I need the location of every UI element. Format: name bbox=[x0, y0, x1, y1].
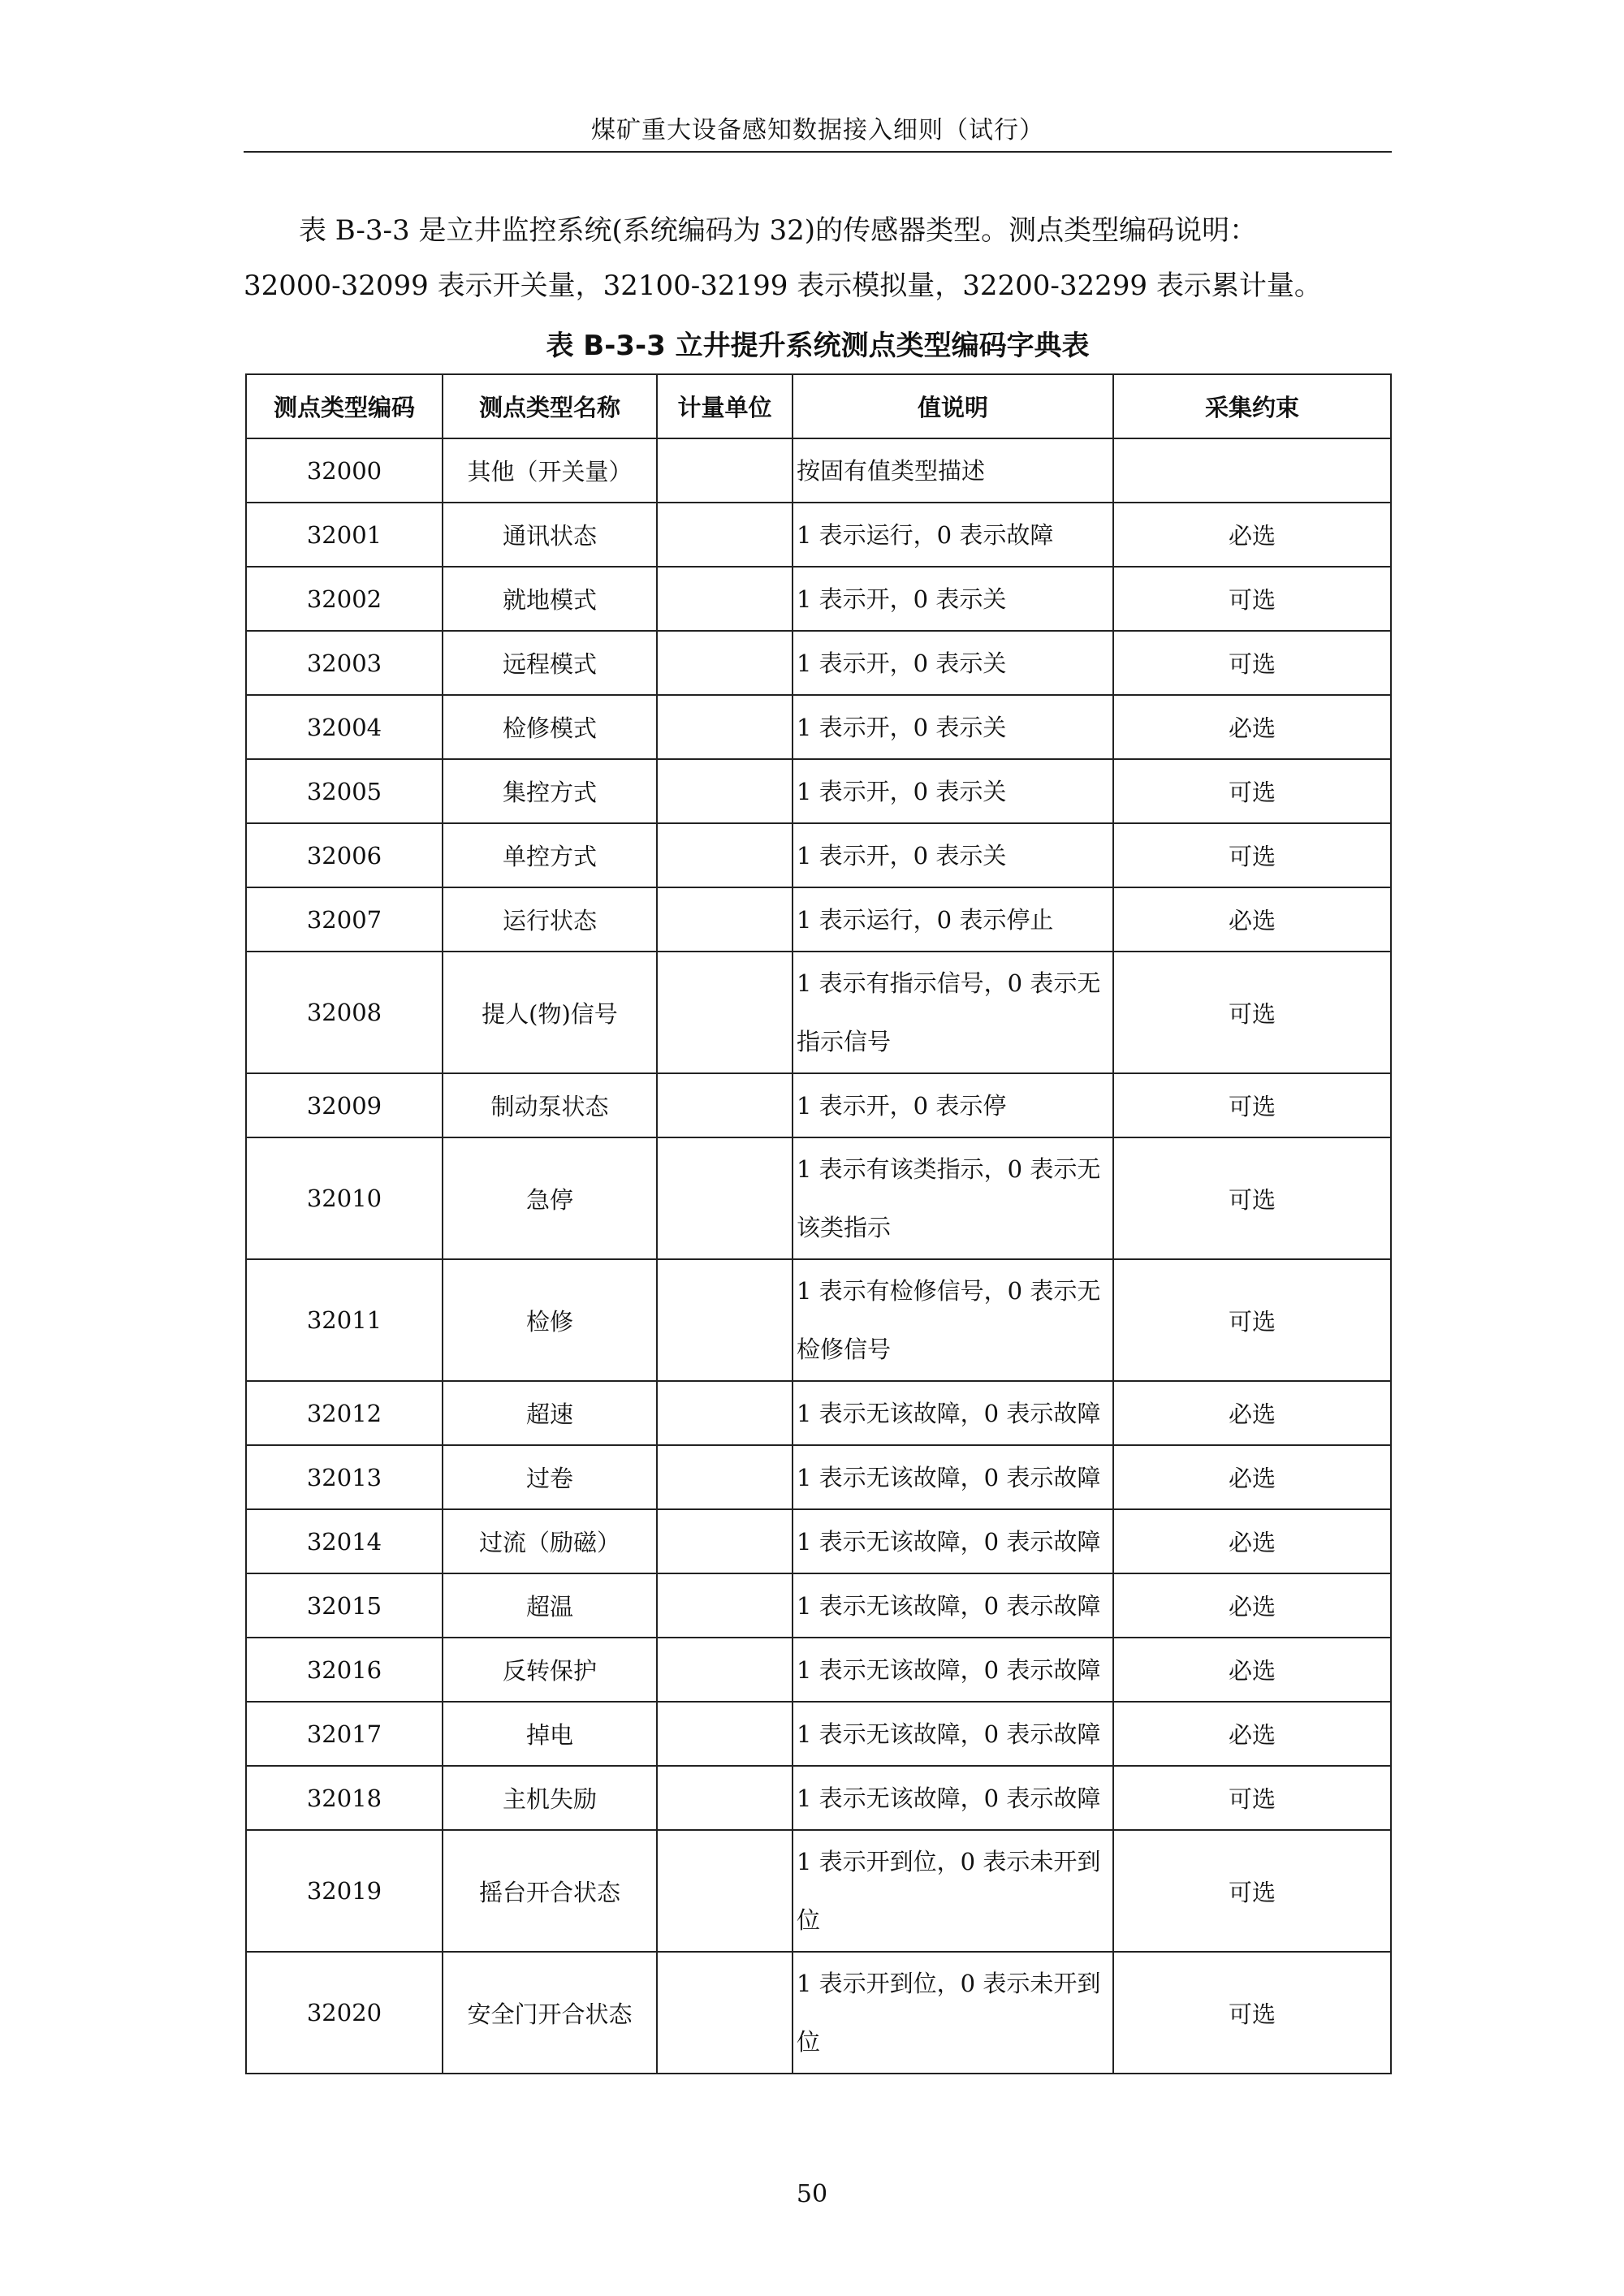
cell-code: 32017 bbox=[246, 1702, 443, 1766]
cell-name: 掉电 bbox=[443, 1702, 657, 1766]
table-caption: 表 B-3-3 立井提升系统测点类型编码字典表 bbox=[546, 330, 1090, 362]
cell-name: 单控方式 bbox=[443, 823, 657, 887]
cell-code: 32018 bbox=[246, 1766, 443, 1830]
cell-name: 摇台开合状态 bbox=[443, 1830, 657, 1952]
cell-name: 远程模式 bbox=[443, 631, 657, 695]
cell-desc: 1 表示开，0 表示关 bbox=[793, 823, 1113, 887]
cell-unit bbox=[657, 887, 793, 952]
cell-unit bbox=[657, 1573, 793, 1638]
cell-constraint: 可选 bbox=[1113, 1766, 1391, 1830]
cell-unit bbox=[657, 1702, 793, 1766]
cell-unit bbox=[657, 1445, 793, 1509]
point-type-dictionary-table bbox=[245, 373, 1392, 2074]
cell-constraint: 可选 bbox=[1113, 631, 1391, 695]
cell-code: 32009 bbox=[246, 1073, 443, 1137]
cell-name: 超温 bbox=[443, 1573, 657, 1638]
cell-unit bbox=[657, 1509, 793, 1573]
cell-code: 32008 bbox=[246, 952, 443, 1073]
cell-code: 32007 bbox=[246, 887, 443, 952]
table-row bbox=[246, 1702, 1391, 1766]
cell-name: 就地模式 bbox=[443, 567, 657, 631]
cell-code: 32000 bbox=[246, 438, 443, 503]
cell-name: 安全门开合状态 bbox=[443, 1952, 657, 2074]
cell-name: 运行状态 bbox=[443, 887, 657, 952]
table-row bbox=[246, 1638, 1391, 1702]
cell-unit bbox=[657, 1830, 793, 1952]
cell-unit bbox=[657, 567, 793, 631]
cell-constraint: 必选 bbox=[1113, 695, 1391, 759]
table-row bbox=[246, 1573, 1391, 1638]
cell-desc: 1 表示开到位，0 表示未开到位 bbox=[793, 1830, 1113, 1952]
cell-constraint: 必选 bbox=[1113, 503, 1391, 567]
cell-code: 32015 bbox=[246, 1573, 443, 1638]
cell-code: 32002 bbox=[246, 567, 443, 631]
header-rule bbox=[244, 151, 1392, 153]
cell-code: 32006 bbox=[246, 823, 443, 887]
table-row bbox=[246, 1259, 1391, 1381]
table-header-row bbox=[246, 374, 1391, 438]
running-header: 煤矿重大设备感知数据接入细则（试行） bbox=[591, 116, 1044, 145]
cell-name: 主机失励 bbox=[443, 1766, 657, 1830]
column-header-desc: 值说明 bbox=[793, 374, 1113, 438]
table-row bbox=[246, 952, 1391, 1073]
cell-name: 急停 bbox=[443, 1137, 657, 1259]
cell-code: 32014 bbox=[246, 1509, 443, 1573]
column-header-constraint: 采集约束 bbox=[1113, 374, 1391, 438]
cell-code: 32016 bbox=[246, 1638, 443, 1702]
table-row bbox=[246, 567, 1391, 631]
page-number: 50 bbox=[796, 2180, 828, 2208]
cell-code: 32001 bbox=[246, 503, 443, 567]
cell-constraint: 可选 bbox=[1113, 1830, 1391, 1952]
table-row bbox=[246, 887, 1391, 952]
cell-name: 通讯状态 bbox=[443, 503, 657, 567]
cell-desc: 1 表示开到位，0 表示未开到位 bbox=[793, 1952, 1113, 2074]
cell-constraint: 可选 bbox=[1113, 759, 1391, 823]
cell-constraint bbox=[1113, 438, 1391, 503]
cell-constraint: 必选 bbox=[1113, 1638, 1391, 1702]
table-row bbox=[246, 1445, 1391, 1509]
table-row bbox=[246, 1509, 1391, 1573]
column-header-name: 测点类型名称 bbox=[443, 374, 657, 438]
table-row bbox=[246, 1952, 1391, 2074]
cell-desc: 1 表示无该故障，0 表示故障 bbox=[793, 1638, 1113, 1702]
cell-name: 制动泵状态 bbox=[443, 1073, 657, 1137]
cell-unit bbox=[657, 952, 793, 1073]
cell-code: 32003 bbox=[246, 631, 443, 695]
table-row bbox=[246, 823, 1391, 887]
cell-unit bbox=[657, 1137, 793, 1259]
cell-desc: 1 表示无该故障，0 表示故障 bbox=[793, 1509, 1113, 1573]
cell-desc: 1 表示运行，0 表示故障 bbox=[793, 503, 1113, 567]
cell-desc: 1 表示开，0 表示停 bbox=[793, 1073, 1113, 1137]
table-row bbox=[246, 1830, 1391, 1952]
cell-desc: 1 表示无该故障，0 表示故障 bbox=[793, 1381, 1113, 1445]
cell-desc: 1 表示有指示信号，0 表示无指示信号 bbox=[793, 952, 1113, 1073]
cell-desc: 1 表示无该故障，0 表示故障 bbox=[793, 1573, 1113, 1638]
cell-desc: 1 表示开，0 表示关 bbox=[793, 759, 1113, 823]
cell-code: 32004 bbox=[246, 695, 443, 759]
table-row bbox=[246, 695, 1391, 759]
column-header-unit: 计量单位 bbox=[657, 374, 793, 438]
cell-name: 其他（开关量） bbox=[443, 438, 657, 503]
cell-name: 反转保护 bbox=[443, 1638, 657, 1702]
table-row bbox=[246, 438, 1391, 503]
cell-unit bbox=[657, 631, 793, 695]
table-row bbox=[246, 1766, 1391, 1830]
cell-code: 32011 bbox=[246, 1259, 443, 1381]
cell-unit bbox=[657, 1259, 793, 1381]
cell-desc: 1 表示开，0 表示关 bbox=[793, 631, 1113, 695]
cell-code: 32005 bbox=[246, 759, 443, 823]
cell-constraint: 可选 bbox=[1113, 952, 1391, 1073]
cell-unit bbox=[657, 1952, 793, 2074]
cell-name: 检修模式 bbox=[443, 695, 657, 759]
cell-name: 超速 bbox=[443, 1381, 657, 1445]
cell-constraint: 必选 bbox=[1113, 1573, 1391, 1638]
cell-name: 提人(物)信号 bbox=[443, 952, 657, 1073]
cell-constraint: 可选 bbox=[1113, 567, 1391, 631]
table-row bbox=[246, 759, 1391, 823]
cell-desc: 1 表示有检修信号，0 表示无检修信号 bbox=[793, 1259, 1113, 1381]
intro-line-1: 表 B-3-3 是立井监控系统(系统编码为 32)的传感器类型。测点类型编码说明： bbox=[299, 214, 1258, 247]
cell-unit bbox=[657, 438, 793, 503]
cell-constraint: 可选 bbox=[1113, 1952, 1391, 2074]
cell-unit bbox=[657, 759, 793, 823]
cell-desc: 1 表示开，0 表示关 bbox=[793, 567, 1113, 631]
cell-desc: 1 表示有该类指示，0 表示无该类指示 bbox=[793, 1137, 1113, 1259]
cell-desc: 1 表示无该故障，0 表示故障 bbox=[793, 1766, 1113, 1830]
cell-unit bbox=[657, 503, 793, 567]
cell-name: 过流（励磁） bbox=[443, 1509, 657, 1573]
cell-unit bbox=[657, 823, 793, 887]
cell-constraint: 必选 bbox=[1113, 1509, 1391, 1573]
cell-constraint: 可选 bbox=[1113, 1073, 1391, 1137]
cell-unit bbox=[657, 1073, 793, 1137]
cell-desc: 1 表示开，0 表示关 bbox=[793, 695, 1113, 759]
cell-constraint: 必选 bbox=[1113, 1702, 1391, 1766]
table-row bbox=[246, 1073, 1391, 1137]
cell-name: 检修 bbox=[443, 1259, 657, 1381]
cell-unit bbox=[657, 1638, 793, 1702]
cell-constraint: 可选 bbox=[1113, 1259, 1391, 1381]
cell-unit bbox=[657, 1381, 793, 1445]
cell-desc: 1 表示无该故障，0 表示故障 bbox=[793, 1702, 1113, 1766]
cell-unit bbox=[657, 695, 793, 759]
cell-code: 32010 bbox=[246, 1137, 443, 1259]
cell-code: 32012 bbox=[246, 1381, 443, 1445]
intro-paragraph bbox=[244, 203, 1392, 313]
table-row bbox=[246, 1381, 1391, 1445]
cell-code: 32019 bbox=[246, 1830, 443, 1952]
cell-name: 集控方式 bbox=[443, 759, 657, 823]
cell-desc: 按固有值类型描述 bbox=[793, 438, 1113, 503]
cell-desc: 1 表示运行，0 表示停止 bbox=[793, 887, 1113, 952]
cell-code: 32020 bbox=[246, 1952, 443, 2074]
cell-name: 过卷 bbox=[443, 1445, 657, 1509]
table-row bbox=[246, 631, 1391, 695]
table-row bbox=[246, 503, 1391, 567]
cell-constraint: 可选 bbox=[1113, 1137, 1391, 1259]
cell-constraint: 必选 bbox=[1113, 1445, 1391, 1509]
cell-desc: 1 表示无该故障，0 表示故障 bbox=[793, 1445, 1113, 1509]
cell-constraint: 可选 bbox=[1113, 823, 1391, 887]
cell-constraint: 必选 bbox=[1113, 887, 1391, 952]
intro-line-2: 32000-32099 表示开关量，32100-32199 表示模拟量，32200-32299 表示累计量。 bbox=[244, 270, 1322, 302]
cell-constraint: 必选 bbox=[1113, 1381, 1391, 1445]
cell-code: 32013 bbox=[246, 1445, 443, 1509]
column-header-code: 测点类型编码 bbox=[246, 374, 443, 438]
cell-unit bbox=[657, 1766, 793, 1830]
table-row bbox=[246, 1137, 1391, 1259]
